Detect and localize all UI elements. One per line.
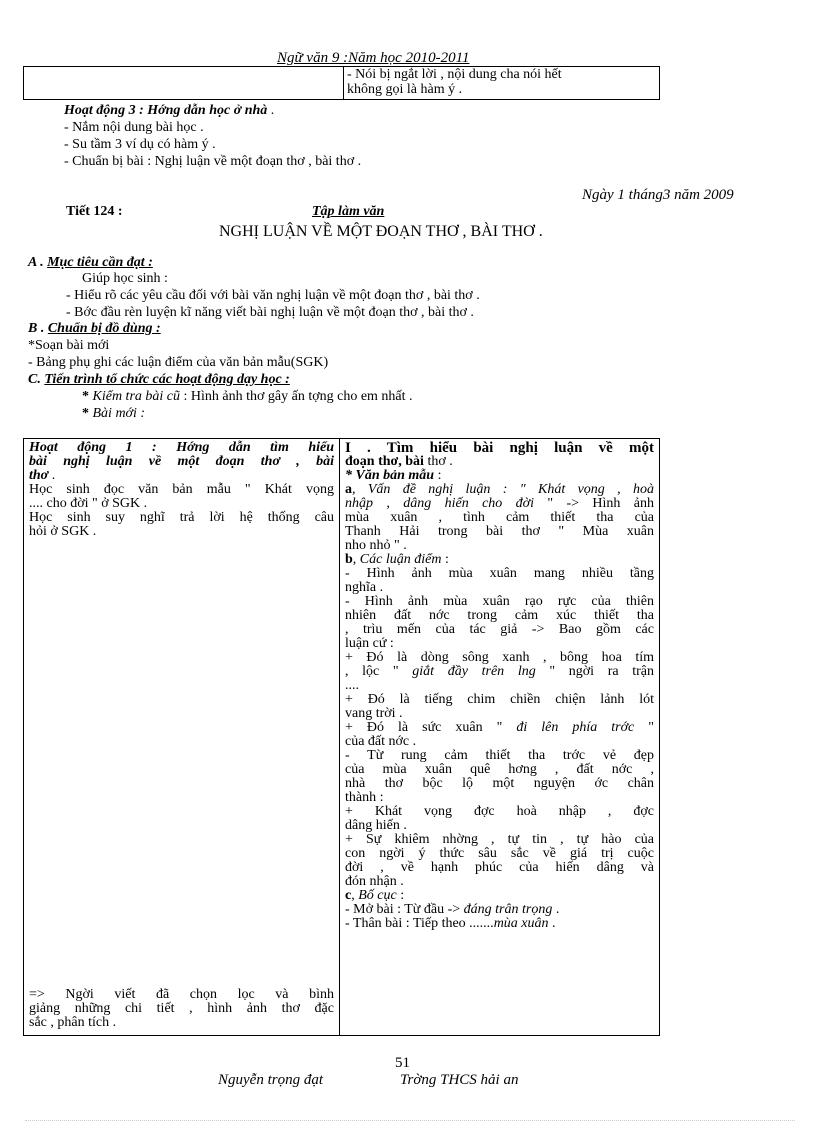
content-cell xyxy=(340,439,660,1036)
point-a-line: a, Vấn đề nghị luận : " Khát vọng , hoà xyxy=(345,482,655,497)
activity3-title: Hoạt động 3 : Hớng dẫn học ở nhà . xyxy=(64,103,275,118)
page-header-title: Ngữ văn 9 :Năm học 2010-2011 xyxy=(277,50,470,66)
conclusion-line: sắc , phân tích . xyxy=(29,1015,117,1030)
footer-school: Trờng THCS hải an xyxy=(400,1072,519,1088)
point-a-line: mùa xuân , tình cảm thiết tha của xyxy=(345,510,654,525)
point-a-line: nho nhỏ " . xyxy=(345,538,407,553)
activity1-line: bài nghị luận về một đoạn thơ , bài xyxy=(29,454,334,469)
point-b-line: + Đó là dòng sông xanh , bông hoa tím xyxy=(345,650,654,665)
teacher-activity-cell xyxy=(24,439,340,1036)
point-b-line: dâng hiến . xyxy=(345,818,407,833)
point-b-line: .... xyxy=(345,678,359,693)
continued-table-right-cell xyxy=(344,67,660,100)
point-b-line: đón nhận . xyxy=(345,874,404,889)
section-a-heading: A . Mục tiêu cần đạt : xyxy=(28,255,153,270)
activity1-line: Hoạt động 1 : Hớng dẫn tìm hiểu xyxy=(29,440,334,455)
point-b-line: - Hình ảnh mùa xuân rạo rực của thiên xyxy=(345,594,654,609)
continued-table-left-cell xyxy=(24,67,344,100)
activity3-item: - Su tầm 3 ví dụ có hàm ý . xyxy=(64,137,216,152)
continued-line-1: - Nói bị ngắt lời , nội dung cha nói hết xyxy=(347,67,562,82)
section-b-line: - Bảng phụ ghi các luận điểm của văn bản mẫu(SGK) xyxy=(28,355,329,370)
section-b-heading: B . Chuẩn bị đồ dùng : xyxy=(28,321,161,336)
footer-divider xyxy=(25,1120,795,1121)
conclusion-line: giảng những chi tiết , hình ảnh thơ đặc xyxy=(29,1001,334,1016)
new-lesson-label: * Bài mới : xyxy=(82,406,146,421)
conclusion-block xyxy=(29,988,334,1030)
point-c-line: - Thân bài : Tiếp theo .......mùa xuân . xyxy=(345,916,556,931)
sample-text-label: * Văn bản mẫu : xyxy=(345,468,442,483)
section-i-heading-2: đoạn thơ, bài thơ . xyxy=(345,454,453,469)
section-i-heading: I . Tìm hiểu bài nghị luận về một xyxy=(345,440,654,456)
section-a-line: - Bớc đầu rèn luyện kĩ năng viết bài nghị luận về một đoạn thơ , bài thơ . xyxy=(66,305,474,320)
section-a-line: - Hiểu rõ các yêu cầu đối với bài văn nghị luận về một đoạn thơ , bài thơ . xyxy=(66,288,480,303)
left-line: hỏi ở SGK . xyxy=(29,524,97,539)
left-line: Học sinh đọc văn bản mẫu " Khát vọng xyxy=(29,482,334,497)
point-b-line: nghĩa . xyxy=(345,580,384,595)
lesson-table xyxy=(23,438,660,1036)
page-number: 51 xyxy=(395,1055,410,1071)
point-b-line: đời , về hạnh phúc của hiến dâng và xyxy=(345,860,654,875)
point-a-line: Thanh Hải trong bài thơ " Mùa xuân xyxy=(345,524,654,539)
left-line: Học sinh suy nghĩ trả lời hệ thống câu xyxy=(29,510,334,525)
point-b-line: của đất nớc . xyxy=(345,734,417,749)
section-b-line: *Soạn bài mới xyxy=(28,338,110,353)
point-b-line: - Hình ảnh mùa xuân mang nhiều tầng xyxy=(345,566,654,581)
point-b-line: của mùa xuân quê hơng , đất nớc , xyxy=(345,762,654,777)
point-b-line: + Sự khiêm nhờng , tự tin , tự hào của xyxy=(345,832,654,847)
activity3-item: - Chuẩn bị bài : Nghị luận về một đoạn thơ , bài thơ . xyxy=(64,154,362,169)
section-c-heading: C. Tiến trình tổ chức các hoạt động dạy học : xyxy=(28,372,290,387)
point-b-line: thành : xyxy=(345,790,384,805)
lesson-number: Tiết 124 : xyxy=(66,204,123,219)
section-a-line: Giúp học sinh : xyxy=(82,271,168,286)
point-b-line: nhà thơ bộc lộ một nguyện ớc chân xyxy=(345,776,654,791)
point-b-line: nhiên đất nớc trong cảm xúc thiết tha xyxy=(345,608,654,623)
continued-line-2: không gọi là hàm ý . xyxy=(347,82,463,97)
continued-table xyxy=(23,66,660,100)
point-a-line: nhập , dâng hiến cho đời " -> Hình ảnh xyxy=(345,496,654,511)
point-b-line: - Từ rung cảm thiết tha trớc vẻ đẹp xyxy=(345,748,654,763)
point-c-heading: c, Bố cục : xyxy=(345,888,405,903)
point-b-line: + Khát vọng đợc hoà nhập , đợc xyxy=(345,804,654,819)
point-b-line: , lộc " giắt đầy trên lng " ngời ra trận xyxy=(345,664,654,679)
lesson-title: NGHỊ LUẬN VỀ MỘT ĐOẠN THƠ , BÀI THƠ . xyxy=(219,223,543,240)
point-c-line: - Mở bài : Từ đầu -> đáng trân trọng . xyxy=(345,902,560,917)
point-b-line: + Đó là sức xuân " đi lên phía trớc " xyxy=(345,720,655,735)
lesson-date: Ngày 1 tháng3 năm 2009 xyxy=(582,187,734,203)
activity1-line-end: thơ . xyxy=(29,468,56,483)
lesson-category: Tập làm văn xyxy=(312,204,385,219)
footer-author: Nguyễn trọng đạt xyxy=(218,1072,323,1088)
point-b-line: con ngời ý thức sâu sắc về giá trị cuộc xyxy=(345,846,654,861)
activity3-item: - Nắm nội dung bài học . xyxy=(64,120,204,135)
check-old-lesson: * Kiểm tra bài cũ : Hình ảnh thơ gây ấn tợng cho em nhất . xyxy=(82,389,413,404)
point-b-line: vang trời . xyxy=(345,706,403,721)
point-b-heading: b, Các luận điểm : xyxy=(345,552,449,567)
point-b-line: , trìu mến của tác giả -> Bao gồm các xyxy=(345,622,654,637)
left-line: .... cho đời " ở SGK . xyxy=(29,496,148,511)
conclusion-line: => Ngời viết đã chọn lọc và bình xyxy=(29,987,334,1002)
point-b-line: + Đó là tiếng chim chiền chiện lảnh lót xyxy=(345,692,654,707)
point-b-line: luận cứ : xyxy=(345,636,394,651)
